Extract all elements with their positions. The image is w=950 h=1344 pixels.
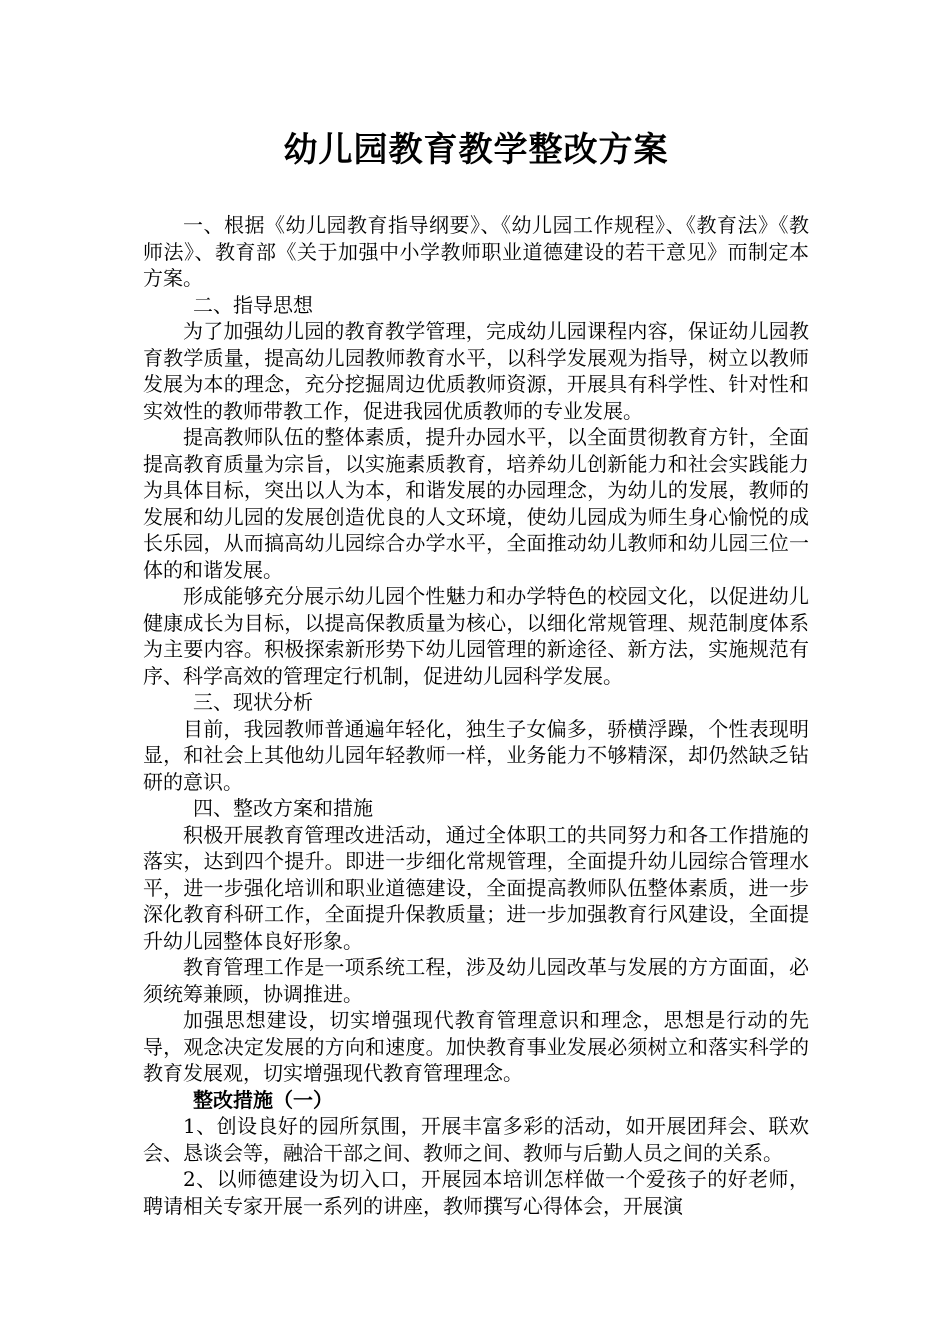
section-heading-plan-measures: 四、整改方案和措施 xyxy=(193,796,373,820)
paragraph-ideology-1: 为了加强幼儿园的教育教学管理，完成幼儿园课程内容，保证幼儿园教育教学质量，提高幼儿园教师教育水平，以科学发展观为指导，树立以教师发展为本的理念，充分挖掘周边优质教师资源，开展具有科学性、针对性和实效性的教师带教工作，促进我园优质教师的专业发展。 xyxy=(143,319,809,423)
paragraph-status: 目前，我园教师普通遍年轻化，独生子女偏多，骄横浮躁，个性表现明显，和社会上其他幼儿园年轻教师一样，业务能力不够精深，却仍然缺乏钻研的意识。 xyxy=(143,716,809,794)
paragraph-plan-2: 教育管理工作是一项系统工程，涉及幼儿园改革与发展的方方面面，必须统筹兼顾，协调推进。 xyxy=(143,955,809,1006)
subsection-heading-measures-1: 整改措施（一） xyxy=(193,1087,333,1112)
paragraph-ideology-2: 提高教师队伍的整体素质，提升办园水平，以全面贯彻教育方针，全面提高教育质量为宗旨，以实施素质教育，培养幼儿创新能力和社会实践能力为具体目标，突出以人为本，和谐发展的办园理念，为幼儿的发展，教师的发展和幼儿园的发展创造优良的人文环境，使幼儿园成为师生身心愉悦的成长乐园，从而搞高幼儿园综合办学水平，全面推动幼儿教师和幼儿园三位一体的和谐发展。 xyxy=(143,425,809,582)
paragraph-measure-item-2: 2、以师德建设为切入口，开展园本培训怎样做一个爱孩子的好老师，聘请相关专家开展一系列的讲座，教师撰写心得体会，开展演 xyxy=(143,1167,809,1218)
paragraph-basis: 一、根据《幼儿园教育指导纲要》、《幼儿园工作规程》、《教育法》《教师法》、教育部《关于加强中小学教师职业道德建设的若干意见》而制定本方案。 xyxy=(143,213,809,290)
paragraph-plan-1: 积极开展教育管理改进活动，通过全体职工的共同努力和各工作措施的落实，达到四个提升。即进一步细化常规管理，全面提升幼儿园综合管理水平，进一步强化培训和职业道德建设，全面提高教师队伍整体素质，进一步深化教育科研工作，全面提升保教质量；进一步加强教育行风建设，全面提升幼儿园整体良好形象。 xyxy=(143,822,809,953)
paragraph-ideology-3: 形成能够充分展示幼儿园个性魅力和办学特色的校园文化，以促进幼儿健康成长为目标，以提高保教质量为核心，以细化常规管理、规范制度体系为主要内容。积极探索新形势下幼儿园管理的新途径、新方法，实施规范有序、科学高效的管理定行机制，促进幼儿园科学发展。 xyxy=(143,584,809,688)
document-page xyxy=(143,128,809,1219)
paragraph-measure-item-1: 1、创设良好的园所氛围，开展丰富多彩的活动，如开展团拜会、联欢会、恳谈会等，融洽干部之间、教师之间、教师与后勤人员之间的关系。 xyxy=(143,1114,809,1165)
paragraph-plan-3: 加强思想建设，切实增强现代教育管理意识和理念，思想是行动的先导，观念决定发展的方向和速度。加快教育事业发展必须树立和落实科学的教育发展观，切实增强现代教育管理理念。 xyxy=(143,1008,809,1085)
section-heading-status-analysis: 三、现状分析 xyxy=(193,690,313,714)
document-title: 幼儿园教育教学整改方案 xyxy=(283,130,669,170)
section-heading-guiding-ideology: 二、指导思想 xyxy=(193,292,313,317)
